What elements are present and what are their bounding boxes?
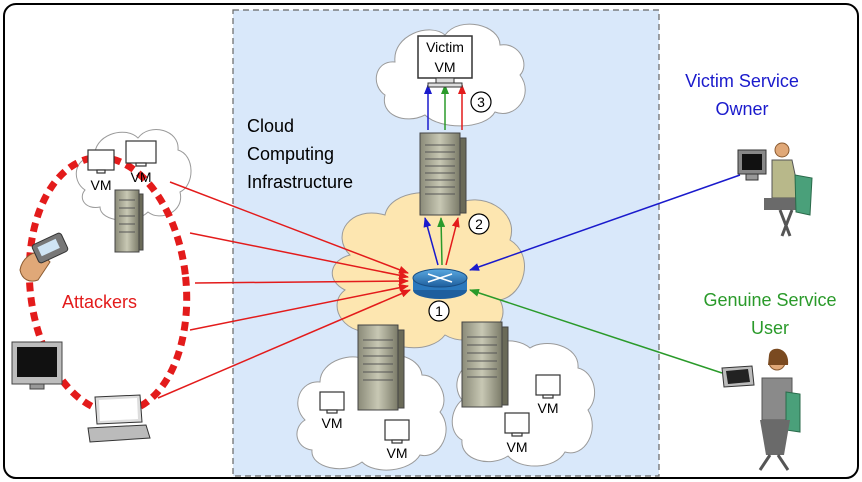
victim-vm-label: Victim [426,39,464,55]
victim-vm-label: VM [434,59,456,75]
cloud-infrastructure-label: Cloud Computing Infrastructure [247,116,354,192]
server-bottom-right-icon [462,322,508,407]
central-server-icon [420,133,466,215]
svg-text:3: 3 [477,94,485,110]
attackers-label: Attackers [62,292,138,312]
laptop-icon [88,395,150,442]
vm-label: VM [90,177,112,193]
vm-label: VM [506,439,528,455]
svg-text:2: 2 [475,216,483,232]
vm-label: VM [321,415,343,431]
svg-text:1: 1 [435,303,443,319]
marker-3 [471,92,491,112]
marker-2 [469,214,489,234]
vm-label: VM [130,169,152,185]
router-icon [413,269,467,299]
vm-label: VM [386,445,408,461]
marker-1 [429,301,449,321]
victim-owner-label: Victim Service Owner [685,71,799,119]
desktop-computer-icon [12,342,62,389]
attacker-server-icon [115,190,143,252]
server-bottom-left-icon [358,325,404,410]
genuine-user-label: Genuine Service User [703,290,837,338]
vm-label: VM [537,400,559,416]
